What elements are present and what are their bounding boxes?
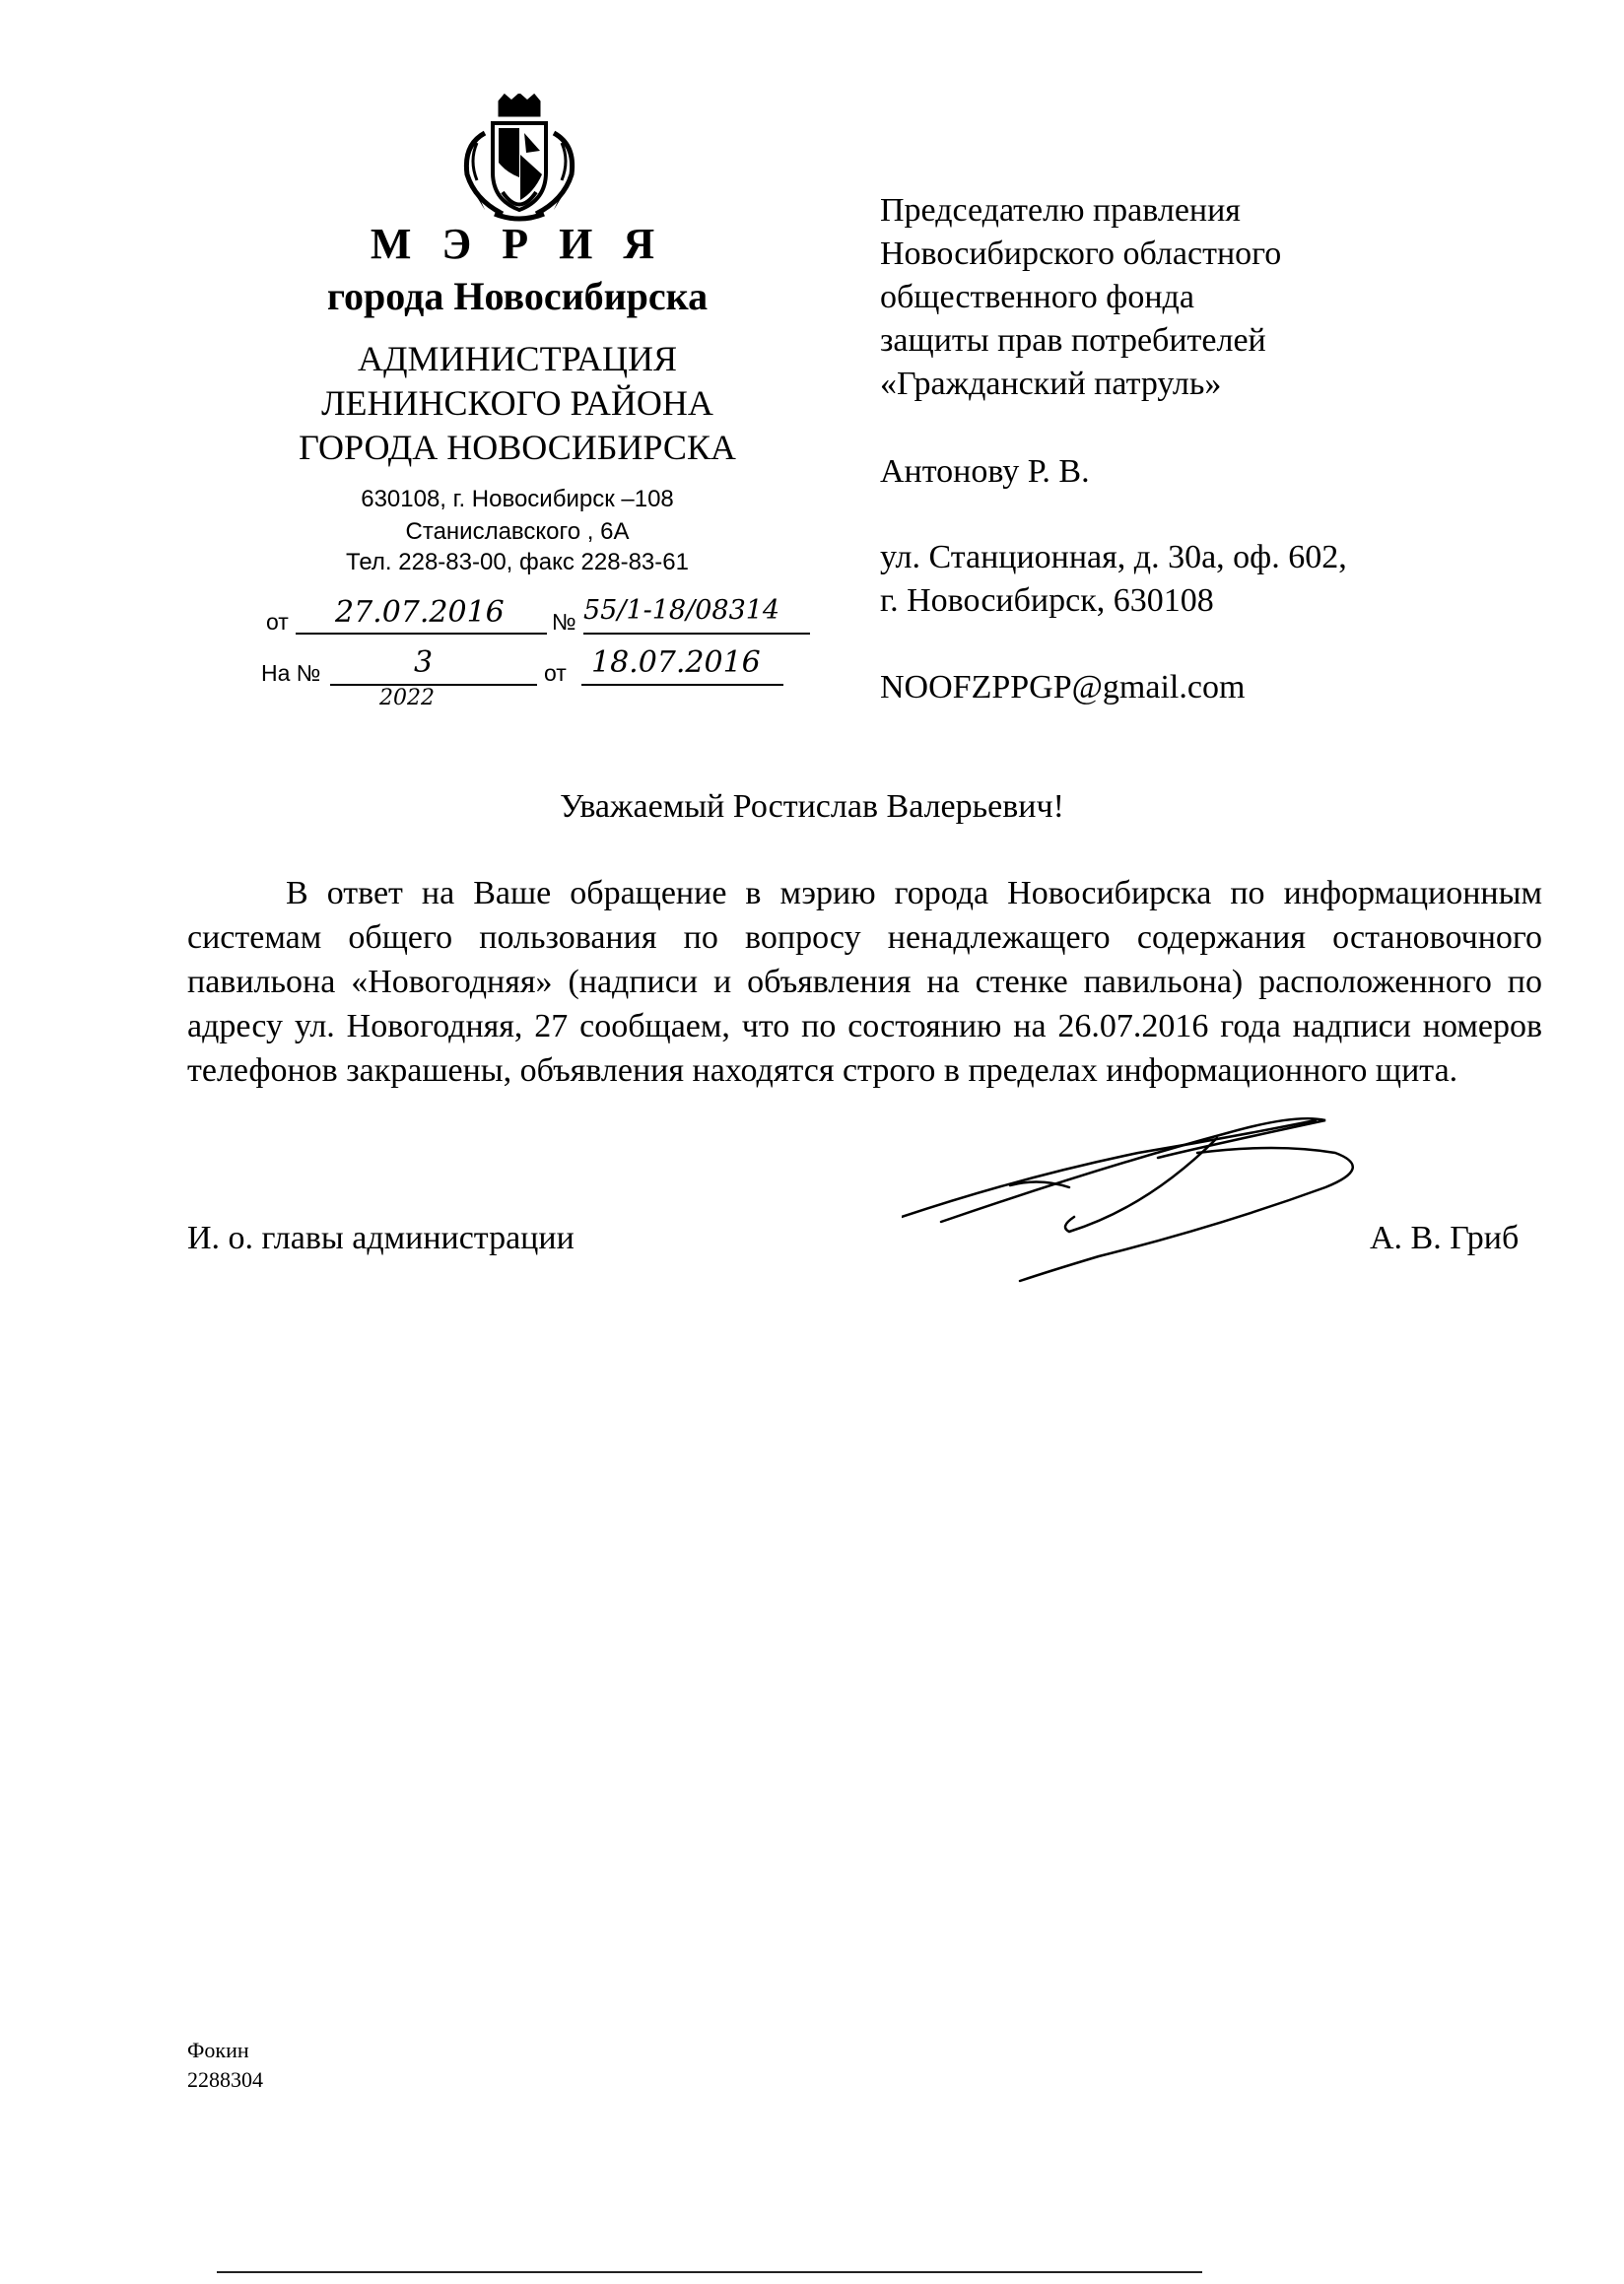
outgoing-date-handwritten: 27.07.2016 [335, 595, 505, 630]
sender-address-line-3: Тел. 228-83-00, факс 228-83-61 [346, 549, 689, 575]
outgoing-number-handwritten: 55/1-18/08314 [583, 595, 780, 626]
addressee-line-2: Новосибирского областного [880, 235, 1282, 272]
sender-address-line-1: 630108, г. Новосибирск –108 [361, 486, 674, 512]
executor-name: Фокин [187, 2038, 249, 2062]
addressee-address-line-2: г. Новосибирск, 630108 [880, 582, 1214, 619]
handwritten-signature [902, 1108, 1385, 1286]
mayoralty-city: города Новосибирска [326, 274, 709, 318]
outgoing-date-label: от [266, 609, 289, 635]
reference-date-label: от [544, 660, 567, 686]
addressee-address-line-1: ул. Станционная, д. 30а, оф. 602, [880, 539, 1347, 575]
administration-line-1: АДМИНИСТРАЦИЯ [358, 339, 677, 378]
addressee-line-4: защиты прав потребителей [880, 322, 1266, 359]
outgoing-number-line [583, 633, 810, 635]
coat-of-arms-emblem [455, 94, 583, 227]
addressee-email: NOOFZPPGP@gmail.com [880, 669, 1246, 705]
page-bottom-edge-line [217, 2271, 1202, 2273]
reference-date-handwritten: 18.07.2016 [591, 645, 761, 680]
addressee-line-5: «Гражданский патруль» [880, 366, 1222, 402]
executor-phone: 2288304 [187, 2067, 263, 2092]
letter-body [187, 871, 1542, 1093]
administration-line-3: ГОРОДА НОВОСИБИРСКА [299, 428, 736, 467]
letter-body-paragraph: В ответ на Ваше обращение в мэрию города Новосибирска по информационным системам общего пользования по вопросу ненадлежащего содержания остановочного павильона «Новогодняя» (надписи и объявления на стенке павильона) расположенного по адресу ул. Новогодняя, 27 сообщаем, что по состоянию на 26.07.2016 года надписи номеров телефонов закрашены, объявления находятся строго в пределах информационного щита. [187, 875, 1542, 1089]
outgoing-number-label: № [552, 609, 576, 635]
reference-date-line [581, 684, 783, 686]
signer-name: А. В. Гриб [1370, 1220, 1520, 1256]
reference-number-label: На № [261, 660, 321, 686]
reference-extra-handwritten: 2022 [379, 686, 435, 710]
signer-position: И. о. главы администрации [187, 1220, 575, 1256]
addressee-name: Антонову Р. В. [880, 453, 1090, 490]
addressee-line-3: общественного фонда [880, 279, 1194, 315]
addressee-line-1: Председателю правления [880, 192, 1241, 229]
sender-address-line-2: Станиславского , 6А [405, 518, 630, 545]
administration-line-2: ЛЕНИНСКОГО РАЙОНА [321, 383, 713, 423]
salutation: Уважаемый Ростислав Валерьевич! [560, 788, 1064, 825]
mayoralty-title: М Э Р И Я [370, 220, 665, 268]
outgoing-date-line [296, 633, 547, 635]
reference-number-handwritten: 3 [414, 645, 434, 680]
